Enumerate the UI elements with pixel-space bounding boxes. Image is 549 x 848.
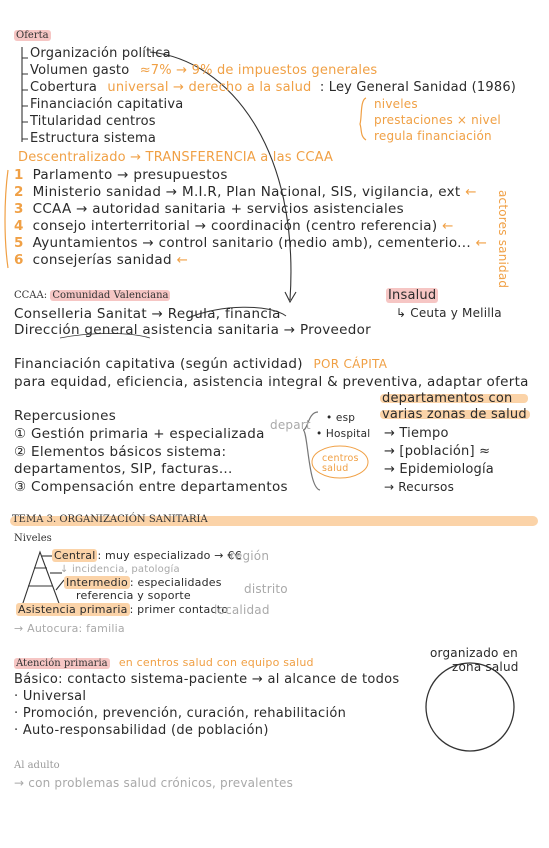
ccaa-label-line xyxy=(14,290,170,301)
nivel-central-desc: : muy especializado → €€ xyxy=(97,549,242,562)
repercusion-number: ② xyxy=(14,444,27,460)
descentralizado-line: Descentralizado → TRANSFERENCIA a las CCAA xyxy=(18,150,334,165)
adulto-title: Al adulto xyxy=(14,760,60,771)
prestaciones-note: prestaciones × nivel xyxy=(374,113,501,127)
repercusion-text: Compensación entre departamentos xyxy=(31,479,288,495)
nivel-central-label: Central xyxy=(54,549,96,562)
actor-text: CCAA → autoridad sanitaria + servicios asistenciales xyxy=(32,201,404,217)
insalud-sub: ↳ Ceuta y Melilla xyxy=(396,306,502,320)
actor-text: consejerías sanidad xyxy=(32,252,172,268)
actor-number: 2 xyxy=(14,184,24,200)
actor-item xyxy=(14,218,454,234)
oferta-item: Estructura sistema xyxy=(30,131,157,146)
autocura-line: → Autocura: familia xyxy=(14,622,125,635)
actor-text: Ministerio sanidad → M.I.R, Plan Nacional, SIS, vigilancia, ext xyxy=(32,184,461,200)
arrow-left-icon: ← xyxy=(441,218,454,234)
actor-number: 1 xyxy=(14,167,24,183)
repercusion-text: Gestión primaria + especializada xyxy=(31,426,265,442)
oferta-item xyxy=(30,80,516,95)
departamentos-con: departamentos con xyxy=(382,391,513,406)
repercusiones-title: Repercusiones xyxy=(14,408,117,424)
centros-salud-note: centros salud xyxy=(322,453,359,474)
por-capita-note: POR CÁPITA xyxy=(313,357,388,371)
repercusion-item: departamentos, SIP, facturas... xyxy=(14,461,233,477)
depart-item: • Hospital xyxy=(316,428,371,440)
zona-item: → Recursos xyxy=(384,480,455,494)
adulto-line: → con problemas salud crónicos, prevalentes xyxy=(14,776,294,790)
oferta-item: Titularidad centros xyxy=(30,114,156,129)
depart-item: • esp xyxy=(326,412,356,424)
zona-item: → [población] ≈ xyxy=(384,444,491,459)
niveles-title: Niveles xyxy=(14,533,52,544)
oferta-title: Oferta xyxy=(16,30,49,41)
gasto-note: ≈7% → 9% de impuestos generales xyxy=(139,63,378,78)
localidad-label: localidad xyxy=(214,603,270,617)
arrow-left-icon: ← xyxy=(475,235,488,251)
ley-note: : Ley General Sanidad (1986) xyxy=(319,80,517,95)
actor-item xyxy=(14,201,404,217)
repercusion-number: ③ xyxy=(14,479,27,495)
actores-side-label: actores sanidad xyxy=(496,190,510,289)
nivel-central xyxy=(52,549,242,562)
repercusion-item xyxy=(14,444,226,460)
actor-number: 3 xyxy=(14,201,24,217)
atencion-title-line xyxy=(14,656,314,669)
actor-item xyxy=(14,252,188,268)
circle-label-2: zona salud xyxy=(452,660,519,674)
oferta-item-label: Volumen gasto xyxy=(30,63,130,78)
financiacion-text: Financiación capitativa (según actividad) xyxy=(14,356,303,372)
nivel-intermedio-desc: : especialidades xyxy=(129,576,222,589)
nivel-asistencia xyxy=(16,603,228,616)
atencion-note: en centros salud con equipo salud xyxy=(118,656,314,669)
actor-number: 6 xyxy=(14,252,24,268)
insalud-label xyxy=(386,288,438,303)
ccaa-line-1: Conselleria Sanitat → Regula, financia xyxy=(14,306,281,322)
ccaa-line-2: Dirección general asistencia sanitaria → Proveedor xyxy=(14,322,372,338)
actor-text: Ayuntamientos → control sanitario (medio amb), cementerio... xyxy=(32,235,471,251)
regula-note: regula financiación xyxy=(374,129,492,143)
arrow-left-icon: ← xyxy=(465,184,477,200)
ccaa-label: CCAA: xyxy=(14,290,48,301)
cobertura-note: universal → derecho a la salud xyxy=(107,80,312,95)
financiacion-line-2: para equidad, eficiencia, asistencia integral & preventiva, adaptar oferta xyxy=(14,374,529,390)
actor-text: consejo interterritorial → coordinación (centro referencia) xyxy=(32,218,438,234)
nivel-asistencia-desc: : primer contacto xyxy=(129,603,229,616)
repercusion-number: ① xyxy=(14,426,27,442)
actor-number: 4 xyxy=(14,218,24,234)
atencion-title: Atención primaria xyxy=(16,658,108,669)
niveles-note: niveles xyxy=(374,97,418,111)
actor-text: Parlamento → presupuestos xyxy=(32,167,228,183)
actor-item xyxy=(14,167,228,183)
actor-number: 5 xyxy=(14,235,24,251)
depart-label: depart xyxy=(270,418,311,432)
financiacion-line-1 xyxy=(14,356,387,372)
central-sub: ↓ incidencia, patología xyxy=(60,564,180,575)
varias-zonas: varias zonas de salud xyxy=(382,407,527,422)
tema-title: TEMA 3. ORGANIZACIÓN SANITARIA xyxy=(12,514,208,525)
nivel-intermedio xyxy=(64,576,222,589)
atencion-bullet: · Universal xyxy=(14,689,87,704)
intermedio-sub: referencia y soporte xyxy=(76,589,191,602)
oferta-item xyxy=(30,63,377,78)
oferta-item: Organización política xyxy=(30,46,171,61)
atencion-bullet: · Auto-responsabilidad (de población) xyxy=(14,723,269,738)
region-label: región xyxy=(230,549,270,563)
oferta-item-label: Cobertura xyxy=(30,80,98,95)
zona-item: → Tiempo xyxy=(384,426,449,441)
nivel-asistencia-label: Asistencia primaria xyxy=(18,603,128,616)
nivel-intermedio-label: Intermedio xyxy=(66,576,128,589)
zona-item: → Epidemiología xyxy=(384,462,494,477)
actor-item xyxy=(14,235,487,251)
repercusion-text: Elementos básicos sistema: xyxy=(31,444,227,460)
circle-label-1: organizado en xyxy=(430,646,518,660)
repercusion-item xyxy=(14,479,288,495)
arrow-left-icon: ← xyxy=(176,252,189,268)
actor-item xyxy=(14,184,477,200)
repercusion-item xyxy=(14,426,265,442)
ccaa-highlight: Comunidad Valenciana xyxy=(52,290,169,301)
basico-line: Básico: contacto sistema-paciente → al alcance de todos xyxy=(14,672,400,687)
oferta-item: Financiación capitativa xyxy=(30,97,184,112)
distrito-label: distrito xyxy=(244,582,288,596)
insalud-text: Insalud xyxy=(388,288,437,303)
atencion-bullet: · Promoción, prevención, curación, rehabilitación xyxy=(14,706,347,721)
